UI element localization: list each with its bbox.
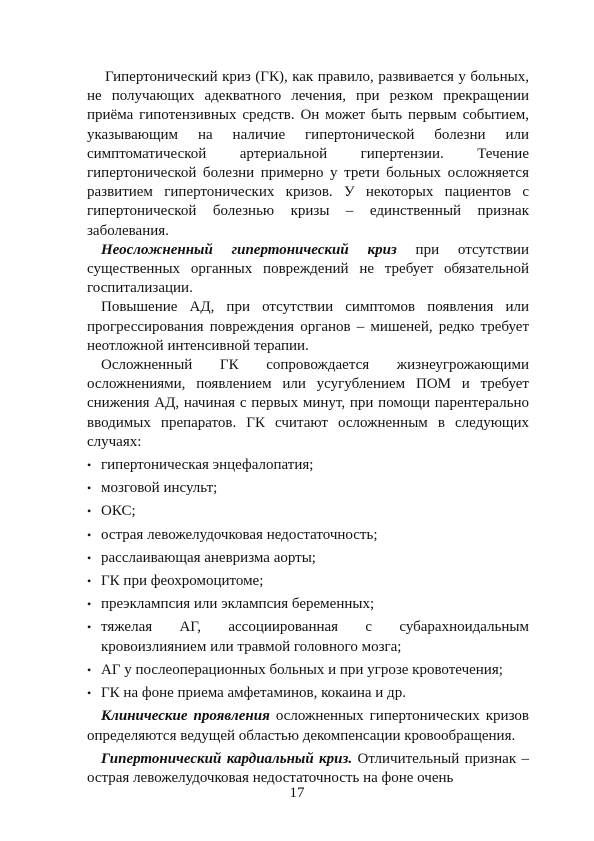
list-item: • тяжелая АГ, ассоциированная с субарахноидальным кровоизлиянием или травмой головного мозга;: [87, 619, 529, 655]
list-item: • гипертоническая энцефалопатия;: [87, 456, 529, 475]
list-item: • ГК на фоне приема амфетаминов, кокаина и др.: [87, 684, 529, 703]
list-item: • расслаивающая аневризма аорты;: [87, 549, 529, 568]
list-item: • преэклампсия или эклампсия беременных;: [87, 595, 529, 614]
bullet-icon: •: [87, 458, 92, 473]
bullet-icon: •: [87, 597, 92, 612]
bullet-icon: •: [87, 574, 92, 589]
bullet-icon: •: [87, 481, 92, 496]
bullet-icon: •: [87, 527, 92, 542]
list-item: • острая левожелудочковая недостаточность;: [87, 526, 529, 545]
list-item: • АГ у послеоперационных больных и при угрозе кровотечения;: [87, 661, 529, 680]
bullet-icon: •: [87, 662, 92, 677]
paragraph-uncomplicated-text: при отсутствии существенных органных повреждений не требует обязательной госпитализации.: [87, 241, 529, 297]
paragraph-intro: Гипертонический криз (ГК), как правило, развивается у больных, не получающих адекватного лечения, при резком прекращении приёма гипотензивных средств. Он может быть первым событием, указывающим на наличие гипертонической болезни или симптоматической артериальной гипертензии. Течение гипертонической болезни примерно у трети больных осложняется развитием гипертонических кризов. У некоторых пациентов с гипертонической болезнью кризы – единственный признак заболевания.: [87, 69, 529, 239]
paragraph-bp-increase: Повышение АД, при отсутствии симптомов появления или прогрессирования повреждения органов – мишеней, редко требует неотложной интенсивной терапии.: [87, 299, 529, 354]
bullet-icon: •: [87, 550, 92, 565]
page-number: 17: [289, 785, 305, 801]
paragraph-clinical: [87, 707, 529, 745]
complications-list: [87, 456, 529, 703]
bullet-icon: •: [87, 686, 92, 701]
list-item: • ГК при феохромоцитоме;: [87, 572, 529, 591]
paragraph-uncomplicated: [87, 241, 529, 299]
paragraph-cardiac: [87, 750, 529, 788]
paragraph-complicated: Осложненный ГК сопровождается жизнеугрожающими осложнениями, появлением или усугублением ПОМ и требует снижения АД, начиная с первых минут, при помощи парентерально вводимых препаратов. ГК считают осложненным в следующих случаях:: [87, 357, 529, 450]
term-clinical-manifestations: Клинические проявления: [101, 708, 270, 725]
term-uncomplicated-crisis: Неосложненный гипертонический криз: [101, 241, 397, 258]
bullet-icon: •: [87, 504, 92, 519]
paragraph-cardiac-text: Отличительный признак – острая левожелудочковая недостаточность на фоне очень: [87, 750, 529, 786]
list-item: • мозговой инсульт;: [87, 479, 529, 498]
paragraph-clinical-text: осложненных гипертонических кризов определяются ведущей областью декомпенсации кровообращения.: [87, 708, 529, 744]
bullet-icon: •: [87, 620, 92, 635]
list-item: • ОКС;: [87, 502, 529, 521]
term-cardiac-crisis: Гипертонический кардиальный криз.: [101, 750, 353, 767]
